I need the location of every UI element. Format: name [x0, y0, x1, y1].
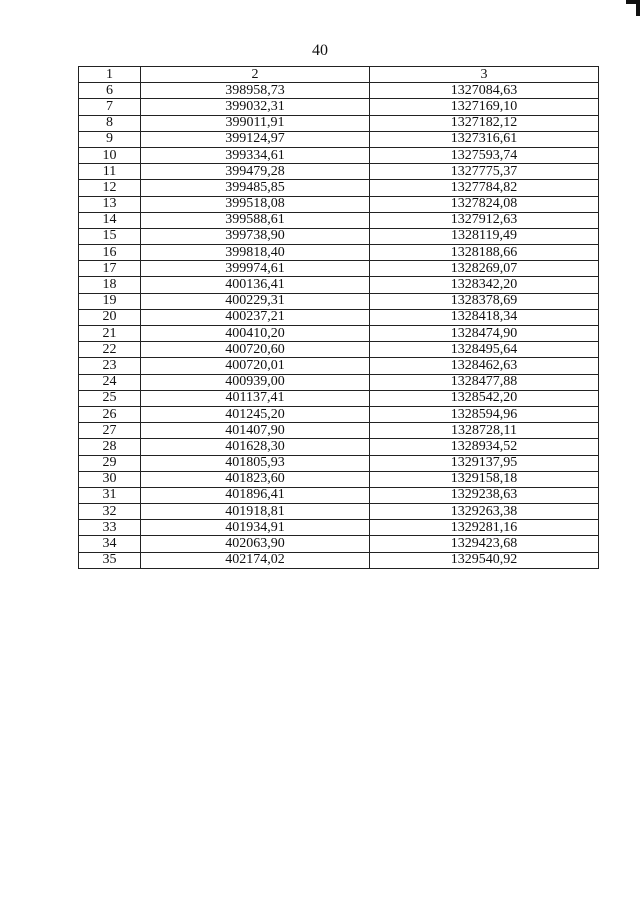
x-coordinate-cell: 399011,91	[141, 115, 370, 131]
table-row	[79, 180, 599, 196]
x-coordinate-cell: 402174,02	[141, 552, 370, 568]
table-row	[79, 196, 599, 212]
x-coordinate-cell: 400720,60	[141, 342, 370, 358]
table-row	[79, 212, 599, 228]
y-coordinate-cell: 1327169,10	[370, 99, 599, 115]
point-number-cell: 19	[79, 293, 141, 309]
x-coordinate-cell: 399485,85	[141, 180, 370, 196]
y-coordinate-cell: 1328495,64	[370, 342, 599, 358]
y-coordinate-cell: 1329540,92	[370, 552, 599, 568]
x-coordinate-cell: 399124,97	[141, 131, 370, 147]
x-coordinate-cell: 398958,73	[141, 83, 370, 99]
point-number-cell: 27	[79, 423, 141, 439]
y-coordinate-cell: 1327784,82	[370, 180, 599, 196]
x-coordinate-cell: 399032,31	[141, 99, 370, 115]
y-coordinate-cell: 1328934,52	[370, 439, 599, 455]
table-row	[79, 406, 599, 422]
point-number-cell: 34	[79, 536, 141, 552]
point-number-cell: 18	[79, 277, 141, 293]
point-number-cell: 15	[79, 228, 141, 244]
x-coordinate-cell: 401628,30	[141, 439, 370, 455]
y-coordinate-cell: 1327182,12	[370, 115, 599, 131]
point-number-cell: 23	[79, 358, 141, 374]
x-coordinate-cell: 401137,41	[141, 390, 370, 406]
point-number-cell: 24	[79, 374, 141, 390]
point-number-cell: 10	[79, 147, 141, 163]
y-coordinate-cell: 1327084,63	[370, 83, 599, 99]
y-coordinate-cell: 1328418,34	[370, 309, 599, 325]
y-coordinate-cell: 1327316,61	[370, 131, 599, 147]
coordinates-table	[78, 66, 599, 569]
y-coordinate-cell: 1328119,49	[370, 228, 599, 244]
point-number-cell: 22	[79, 342, 141, 358]
table-row	[79, 261, 599, 277]
table-row	[79, 164, 599, 180]
point-number-cell: 12	[79, 180, 141, 196]
table-row	[79, 147, 599, 163]
column-header-2: 2	[141, 67, 370, 83]
table-row	[79, 423, 599, 439]
y-coordinate-cell: 1328594,96	[370, 406, 599, 422]
table-row	[79, 309, 599, 325]
y-coordinate-cell: 1328188,66	[370, 245, 599, 261]
point-number-cell: 33	[79, 520, 141, 536]
x-coordinate-cell: 401245,20	[141, 406, 370, 422]
y-coordinate-cell: 1327775,37	[370, 164, 599, 180]
point-number-cell: 35	[79, 552, 141, 568]
x-coordinate-cell: 400720,01	[141, 358, 370, 374]
table-row	[79, 245, 599, 261]
point-number-cell: 7	[79, 99, 141, 115]
y-coordinate-cell: 1328728,11	[370, 423, 599, 439]
table-row	[79, 83, 599, 99]
table-row	[79, 487, 599, 503]
x-coordinate-cell: 399974,61	[141, 261, 370, 277]
point-number-cell: 8	[79, 115, 141, 131]
y-coordinate-cell: 1329281,16	[370, 520, 599, 536]
table-row	[79, 504, 599, 520]
point-number-cell: 11	[79, 164, 141, 180]
point-number-cell: 20	[79, 309, 141, 325]
point-number-cell: 25	[79, 390, 141, 406]
y-coordinate-cell: 1329158,18	[370, 471, 599, 487]
y-coordinate-cell: 1329137,95	[370, 455, 599, 471]
x-coordinate-cell: 400237,21	[141, 309, 370, 325]
x-coordinate-cell: 399588,61	[141, 212, 370, 228]
table-row	[79, 520, 599, 536]
table-row	[79, 293, 599, 309]
table-row	[79, 228, 599, 244]
y-coordinate-cell: 1329263,38	[370, 504, 599, 520]
x-coordinate-cell: 399518,08	[141, 196, 370, 212]
x-coordinate-cell: 399479,28	[141, 164, 370, 180]
table-row	[79, 358, 599, 374]
table-row	[79, 342, 599, 358]
table-row	[79, 131, 599, 147]
y-coordinate-cell: 1328477,88	[370, 374, 599, 390]
y-coordinate-cell: 1328269,07	[370, 261, 599, 277]
y-coordinate-cell: 1327824,08	[370, 196, 599, 212]
y-coordinate-cell: 1328474,90	[370, 326, 599, 342]
x-coordinate-cell: 400410,20	[141, 326, 370, 342]
x-coordinate-cell: 401407,90	[141, 423, 370, 439]
table-row	[79, 552, 599, 568]
point-number-cell: 17	[79, 261, 141, 277]
x-coordinate-cell: 401934,91	[141, 520, 370, 536]
table-body	[79, 83, 599, 569]
table-row	[79, 536, 599, 552]
table-row	[79, 277, 599, 293]
table-row	[79, 439, 599, 455]
x-coordinate-cell: 400136,41	[141, 277, 370, 293]
x-coordinate-cell: 401896,41	[141, 487, 370, 503]
table-row	[79, 471, 599, 487]
point-number-cell: 16	[79, 245, 141, 261]
table-row	[79, 390, 599, 406]
point-number-cell: 21	[79, 326, 141, 342]
x-coordinate-cell: 399818,40	[141, 245, 370, 261]
y-coordinate-cell: 1328342,20	[370, 277, 599, 293]
y-coordinate-cell: 1328378,69	[370, 293, 599, 309]
point-number-cell: 6	[79, 83, 141, 99]
x-coordinate-cell: 402063,90	[141, 536, 370, 552]
y-coordinate-cell: 1327912,63	[370, 212, 599, 228]
table-row	[79, 115, 599, 131]
x-coordinate-cell: 400229,31	[141, 293, 370, 309]
x-coordinate-cell: 400939,00	[141, 374, 370, 390]
point-number-cell: 9	[79, 131, 141, 147]
point-number-cell: 26	[79, 406, 141, 422]
column-header-1: 1	[79, 67, 141, 83]
point-number-cell: 13	[79, 196, 141, 212]
x-coordinate-cell: 401918,81	[141, 504, 370, 520]
x-coordinate-cell: 399738,90	[141, 228, 370, 244]
table-row	[79, 374, 599, 390]
x-coordinate-cell: 401805,93	[141, 455, 370, 471]
corner-mark	[626, 0, 640, 16]
page-number: 40	[312, 42, 328, 59]
table-row	[79, 326, 599, 342]
y-coordinate-cell: 1328462,63	[370, 358, 599, 374]
point-number-cell: 30	[79, 471, 141, 487]
point-number-cell: 31	[79, 487, 141, 503]
table-row	[79, 455, 599, 471]
table-header-row	[79, 67, 599, 83]
y-coordinate-cell: 1327593,74	[370, 147, 599, 163]
column-header-3: 3	[370, 67, 599, 83]
point-number-cell: 28	[79, 439, 141, 455]
x-coordinate-cell: 399334,61	[141, 147, 370, 163]
y-coordinate-cell: 1329423,68	[370, 536, 599, 552]
y-coordinate-cell: 1328542,20	[370, 390, 599, 406]
table-row	[79, 99, 599, 115]
point-number-cell: 14	[79, 212, 141, 228]
point-number-cell: 32	[79, 504, 141, 520]
y-coordinate-cell: 1329238,63	[370, 487, 599, 503]
point-number-cell: 29	[79, 455, 141, 471]
x-coordinate-cell: 401823,60	[141, 471, 370, 487]
